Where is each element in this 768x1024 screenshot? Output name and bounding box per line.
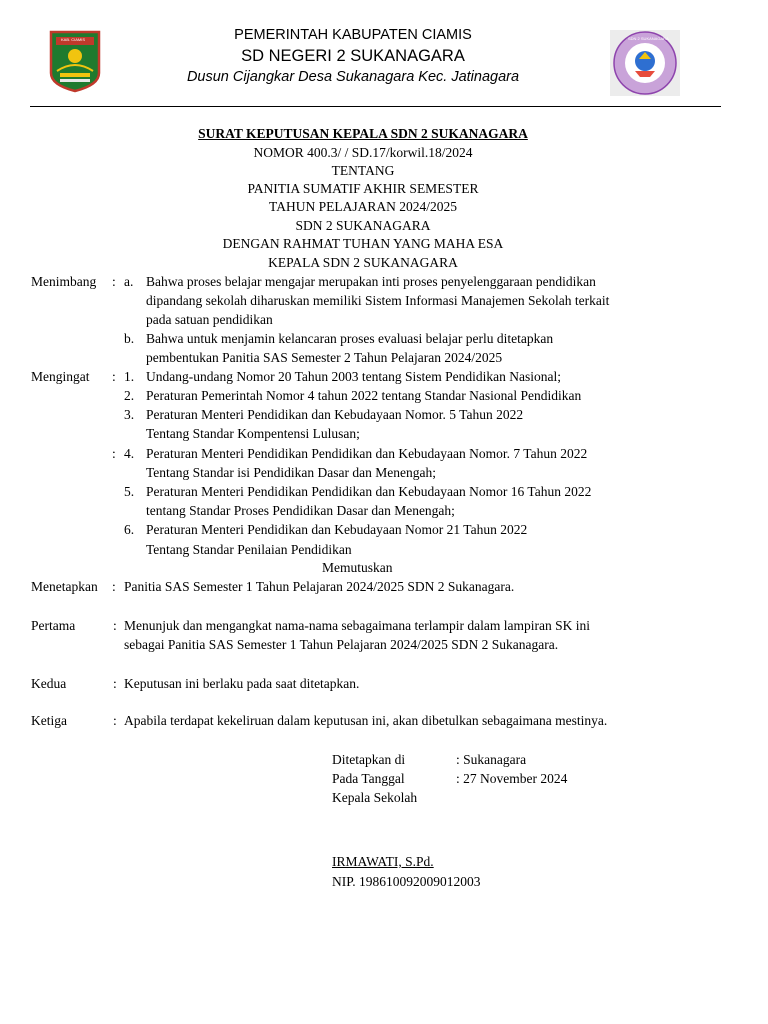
menimbang-a-line-2: dipandang sekolah diharuskan memiliki Sistem Informasi Manajemen Sekolah terkait — [146, 293, 610, 308]
signature-date-label: Pada Tanggal — [332, 771, 405, 786]
signature-position: Kepala Sekolah — [332, 790, 418, 805]
pertama-line-1: Menunjuk dan mengangkat nama-nama sebagaimana terlampir dalam lampiran SK ini — [124, 618, 590, 633]
decree-number: NOMOR 400.3/ / SD.17/korwil.18/2024 — [253, 145, 473, 160]
mengingat-2-mark: 2. — [124, 388, 135, 403]
menimbang-b-mark: b. — [124, 331, 135, 346]
menimbang-label: Menimbang — [31, 274, 97, 289]
mengingat-1-line-1: Undang-undang Nomor 20 Tahun 2003 tentang Sistem Pendidikan Nasional; — [146, 369, 561, 384]
mengingat-2-line-1: Peraturan Pemerintah Nomor 4 tahun 2022 tentang Standar Nasional Pendidikan — [146, 388, 582, 403]
header-divider — [30, 106, 721, 107]
menetapkan-label: Menetapkan — [31, 579, 98, 594]
header-address: Dusun Cijangkar Desa Sukanagara Kec. Jatinagara — [186, 69, 520, 85]
menimbang-b-line-1: Bahwa untuk menjamin kelancaran proses evaluasi belajar perlu ditetapkan — [146, 331, 554, 346]
right-logo-text: SDN 2 SUKANAGARA — [628, 36, 669, 41]
header-government: PEMERINTAH KABUPATEN CIAMIS — [234, 27, 472, 43]
mengingat-6-mark: 6. — [124, 522, 135, 537]
mengingat-4-mark: 4. — [124, 446, 135, 461]
signature-date-value: : 27 November 2024 — [456, 771, 568, 786]
mengingat-4-line-2: Tentang Standar isi Pendidikan Dasar dan Menengah; — [146, 465, 436, 480]
signature-place-value: : Sukanagara — [456, 752, 527, 767]
mengingat-5-line-2: tentang Standar Proses Pendidikan Dasar dan Menengah; — [146, 503, 455, 518]
decree-subject-3: SDN 2 SUKANAGARA — [295, 218, 431, 233]
decree-subject-5: KEPALA SDN 2 SUKANAGARA — [268, 255, 458, 270]
ketiga-colon: : — [113, 713, 117, 728]
mengingat-4-colon: : — [112, 446, 116, 461]
signatory-name: IRMAWATI, S.Pd. — [332, 854, 434, 869]
mengingat-6-line-2: Tentang Standar Penilaian Pendidikan — [146, 542, 352, 557]
mengingat-6-line-1: Peraturan Menteri Pendidikan dan Kebudayaan Nomor 21 Tahun 2022 — [146, 522, 528, 537]
signature-place-label: Ditetapkan di — [332, 752, 406, 767]
kedua-label: Kedua — [31, 676, 67, 691]
pertama-label: Pertama — [31, 618, 76, 633]
signatory-nip: NIP. 198610092009012003 — [332, 874, 481, 889]
mengingat-3-line-1: Peraturan Menteri Pendidikan dan Kebudayaan Nomor. 5 Tahun 2022 — [146, 407, 524, 422]
menimbang-a-mark: a. — [124, 274, 134, 289]
mengingat-3-line-2: Tentang Standar Kompentensi Lulusan; — [146, 426, 360, 441]
memutuskan-heading: Memutuskan — [322, 560, 393, 575]
header-school-name: SD NEGERI 2 SUKANAGARA — [241, 47, 465, 65]
decree-tentang: TENTANG — [331, 163, 395, 178]
menetapkan-colon: : — [112, 579, 116, 594]
ketiga-label: Ketiga — [31, 713, 67, 728]
menetapkan-text: Panitia SAS Semester 1 Tahun Pelajaran 2024/2025 SDN 2 Sukanagara. — [124, 579, 515, 594]
ketiga-text: Apabila terdapat kekeliruan dalam keputusan ini, akan dibetulkan sebagaimana mestinya. — [124, 713, 608, 728]
decree-subject-4: DENGAN RAHMAT TUHAN YANG MAHA ESA — [222, 236, 504, 251]
mengingat-4-line-1: Peraturan Menteri Pendidikan Pendidikan dan Kebudayaan Nomor. 7 Tahun 2022 — [146, 446, 588, 461]
menimbang-b-line-2: pembentukan Panitia SAS Semester 2 Tahun Pelajaran 2024/2025 — [146, 350, 503, 365]
mengingat-1-mark: 1. — [124, 369, 135, 384]
menimbang-colon: : — [112, 274, 116, 289]
pertama-colon: : — [113, 618, 117, 633]
menimbang-a-line-3: pada satuan pendidikan — [146, 312, 273, 327]
kedua-colon: : — [113, 676, 117, 691]
mengingat-label: Mengingat — [31, 369, 90, 384]
pertama-line-2: sebagai Panitia SAS Semester 1 Tahun Pelajaran 2024/2025 SDN 2 Sukanagara. — [124, 637, 559, 652]
mengingat-colon: : — [112, 369, 116, 384]
decree-subject-1: PANITIA SUMATIF AKHIR SEMESTER — [247, 181, 479, 196]
kedua-text: Keputusan ini berlaku pada saat ditetapkan. — [124, 676, 360, 691]
mengingat-5-line-1: Peraturan Menteri Pendidikan Pendidikan dan Kebudayaan Nomor 16 Tahun 2022 — [146, 484, 592, 499]
mengingat-3-mark: 3. — [124, 407, 135, 422]
left-logo-text: KAB. CIAMIS — [61, 37, 86, 42]
mengingat-5-mark: 5. — [124, 484, 135, 499]
decree-heading: SURAT KEPUTUSAN KEPALA SDN 2 SUKANAGARA — [198, 126, 528, 141]
menimbang-a-line-1: Bahwa proses belajar mengajar merupakan inti proses penyelenggaraan pendidikan — [146, 274, 596, 289]
decree-subject-2: TAHUN PELAJARAN 2024/2025 — [269, 199, 457, 214]
